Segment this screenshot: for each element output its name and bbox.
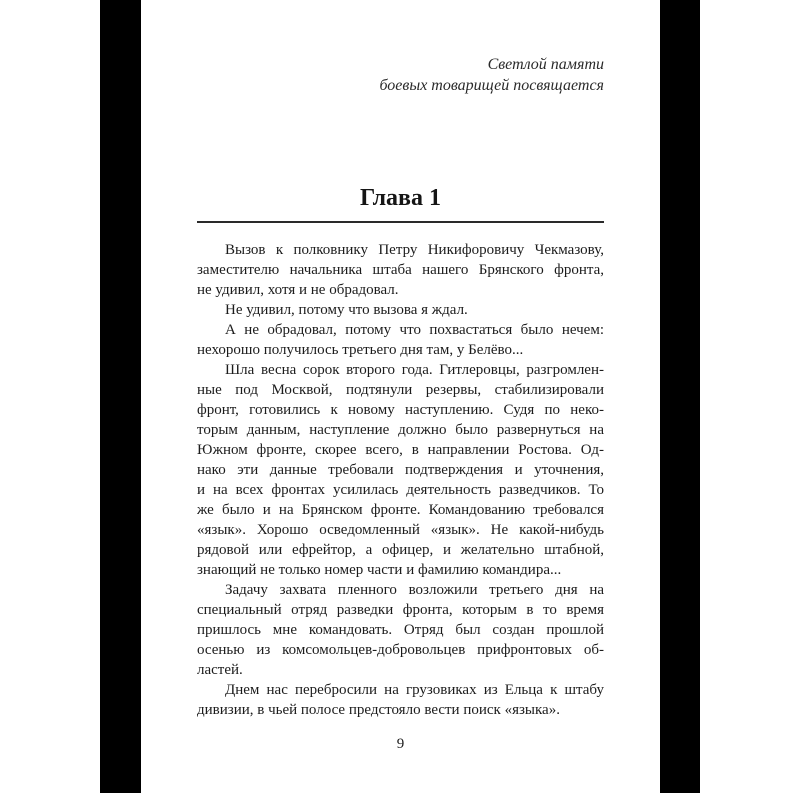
body-line: нако эти данные требовали подтверждения и уточнения, — [197, 462, 604, 478]
page-right-edge-shadow — [660, 0, 700, 793]
body-line: же было и на Брянском фронте. Командованию требовался — [197, 502, 604, 518]
body-line: ластей. — [197, 662, 243, 678]
dedication — [197, 54, 604, 96]
body-line: Не удивил, потому что вызова я ждал. — [225, 302, 468, 318]
body-line: ные под Москвой, подтянули резервы, стабилизировали — [197, 382, 604, 398]
dedication-line-1: Светлой памяти — [487, 56, 604, 73]
chapter-divider-rule — [197, 221, 604, 223]
body-line: заместителю начальника штаба нашего Брянского фронта, — [197, 262, 604, 278]
body-line: Южном фронте, скорее всего, в направлении Ростова. Од- — [197, 442, 604, 458]
body-line: знающий не только номер части и фамилию командира... — [197, 562, 562, 578]
body-line: торым данным, наступление должно было развернуться на — [197, 422, 604, 438]
body-text — [197, 240, 604, 720]
page-content — [197, 0, 604, 752]
body-line: Шла весна сорок второго года. Гитлеровцы, разгромлен- — [225, 362, 604, 378]
chapter-title: Глава 1 — [360, 185, 441, 211]
dedication-line-2: боевых товарищей посвящается — [379, 77, 604, 94]
body-line: нехорошо получилось третьего дня там, у Белёво... — [197, 342, 524, 358]
body-line: Задачу захвата пленного возложили третьего дня на — [225, 582, 604, 598]
body-line: и на всех фронтах усилилась деятельность разведчиков. То — [197, 482, 604, 498]
body-line: пришлось мне командовать. Отряд был создан прошлой — [197, 622, 604, 638]
body-line: специальный отряд разведки фронта, которым в то время — [197, 602, 604, 618]
body-line: не удивил, хотя и не обрадовал. — [197, 282, 399, 298]
body-line: Днем нас перебросили на грузовиках из Ельца к штабу — [225, 682, 604, 698]
page-left-edge-shadow — [100, 0, 141, 793]
body-line: «язык». Хорошо осведомленный «язык». Не какой-нибудь — [197, 522, 604, 538]
body-line: дивизии, в чьей полосе предстояло вести поиск «языка». — [197, 702, 560, 718]
page-number: 9 — [396, 736, 405, 752]
body-line: А не обрадовал, потому что похвастаться было нечем: — [225, 322, 604, 338]
body-line: рядовой или ефрейтор, а офицер, и желательно штабной, — [197, 542, 604, 558]
body-line: осенью из комсомольцев-добровольцев прифронтовых об- — [197, 642, 604, 658]
body-line: Вызов к полковнику Петру Никифоровичу Чекмазову, — [225, 242, 604, 258]
body-line: фронт, готовились к новому наступлению. Судя по неко- — [197, 402, 604, 418]
